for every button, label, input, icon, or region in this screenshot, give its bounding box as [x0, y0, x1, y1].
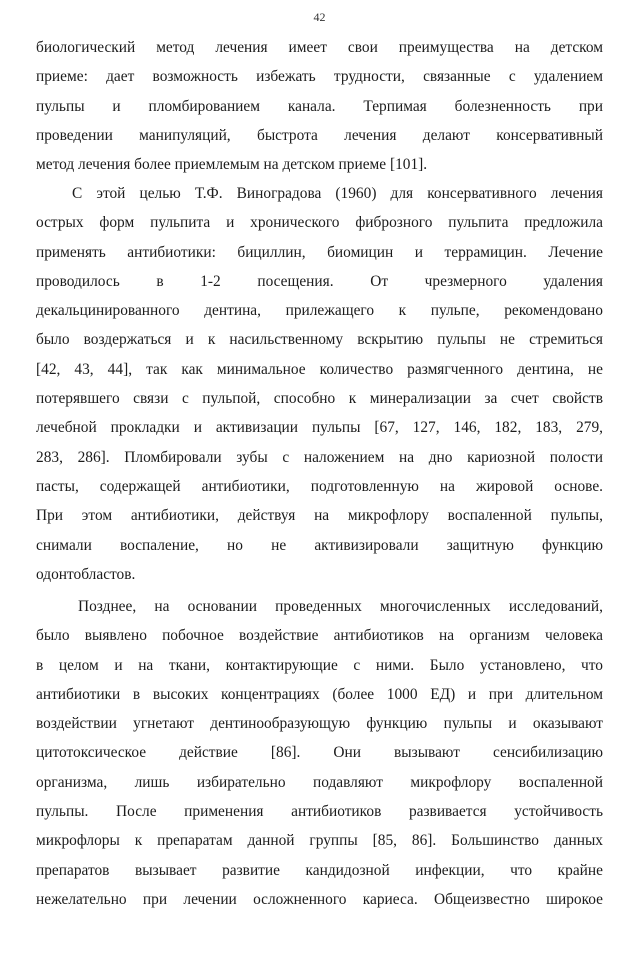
text-line: было воздержаться и к насильственному вскрытию пульпы не стремиться: [36, 331, 603, 349]
paragraph-2: [36, 179, 603, 589]
text-line: метод лечения более приемлемым на детском приеме [101].: [36, 156, 428, 174]
text-line: декальцинированного дентина, прилежащего к пульпе, рекомендовано: [36, 302, 603, 320]
text-line: пульпы. После применения антибиотиков развивается устойчивость: [36, 803, 603, 821]
text-line: Позднее, на основании проведенных многочисленных исследований,: [78, 598, 603, 615]
text-line: микрофлоры к препаратам данной группы [85, 86]. Большинство данных: [36, 832, 603, 850]
text-line: острых форм пульпита и хронического фиброзного пульпита предложила: [36, 214, 603, 232]
text-line: С этой целью Т.Ф. Виноградова (1960) для консервативного лечения: [72, 185, 603, 202]
page-number: 42: [313, 10, 326, 24]
text-line: проведении манипуляций, быстрота лечения делают консервативный: [36, 126, 603, 144]
text-line: [42, 43, 44], так как минимальное количество размягченного дентина, не: [36, 360, 603, 378]
paragraph-1: [36, 33, 603, 179]
text-line: пасты, содержащей антибиотики, подготовленную на жировой основе.: [36, 477, 603, 495]
text-line: биологический метод лечения имеет свои преимущества на детском: [36, 39, 603, 56]
text-line: одонтобластов.: [36, 565, 136, 583]
text-line: препаратов вызывает развитие кандидозной инфекции, что крайне: [36, 861, 603, 879]
text-line: При этом антибиотики, действуя на микрофлору воспаленной пульпы,: [36, 507, 603, 525]
text-line: потерявшего связи с пульпой, способно к минерализации за счет свойств: [36, 390, 603, 408]
text-line: снимали воспаление, но не активизировали защитную функцию: [36, 536, 603, 554]
text-line: проводилось в 1-2 посещения. От чрезмерного удаления: [36, 272, 603, 290]
text-line: приеме: дает возможность избежать трудности, связанные с удалением: [36, 68, 603, 86]
text-line: в целом и на ткани, контактирующие с ними. Было установлено, что: [36, 656, 603, 674]
text-line: применять антибиотики: бициллин, биомицин и террамицин. Лечение: [36, 243, 603, 261]
text-line: 283, 286]. Пломбировали зубы с наложением на дно кариозной полости: [36, 448, 603, 466]
text-line: воздействии угнетают дентинообразующую функцию пульпы и оказывают: [36, 715, 603, 733]
text-line: цитотоксическое действие [86]. Они вызывают сенсибилизацию: [36, 744, 603, 762]
text-line: организма, лишь избирательно подавляют микрофлору воспаленной: [36, 773, 603, 791]
text-line: нежелательно при лечении осложненного кариеса. Общеизвестно широкое: [36, 890, 603, 908]
text-line: пульпы и пломбированием канала. Терпимая болезненность при: [36, 97, 603, 115]
text-line: было выявлено побочное воздействие антибиотиков на организм человека: [36, 627, 603, 645]
text-line: лечебной прокладки и активизации пульпы [67, 127, 146, 182, 183, 279,: [36, 419, 603, 437]
text-line: антибиотики в высоких концентрациях (более 1000 ЕД) и при длительном: [36, 685, 603, 703]
paragraph-3: [36, 592, 603, 914]
